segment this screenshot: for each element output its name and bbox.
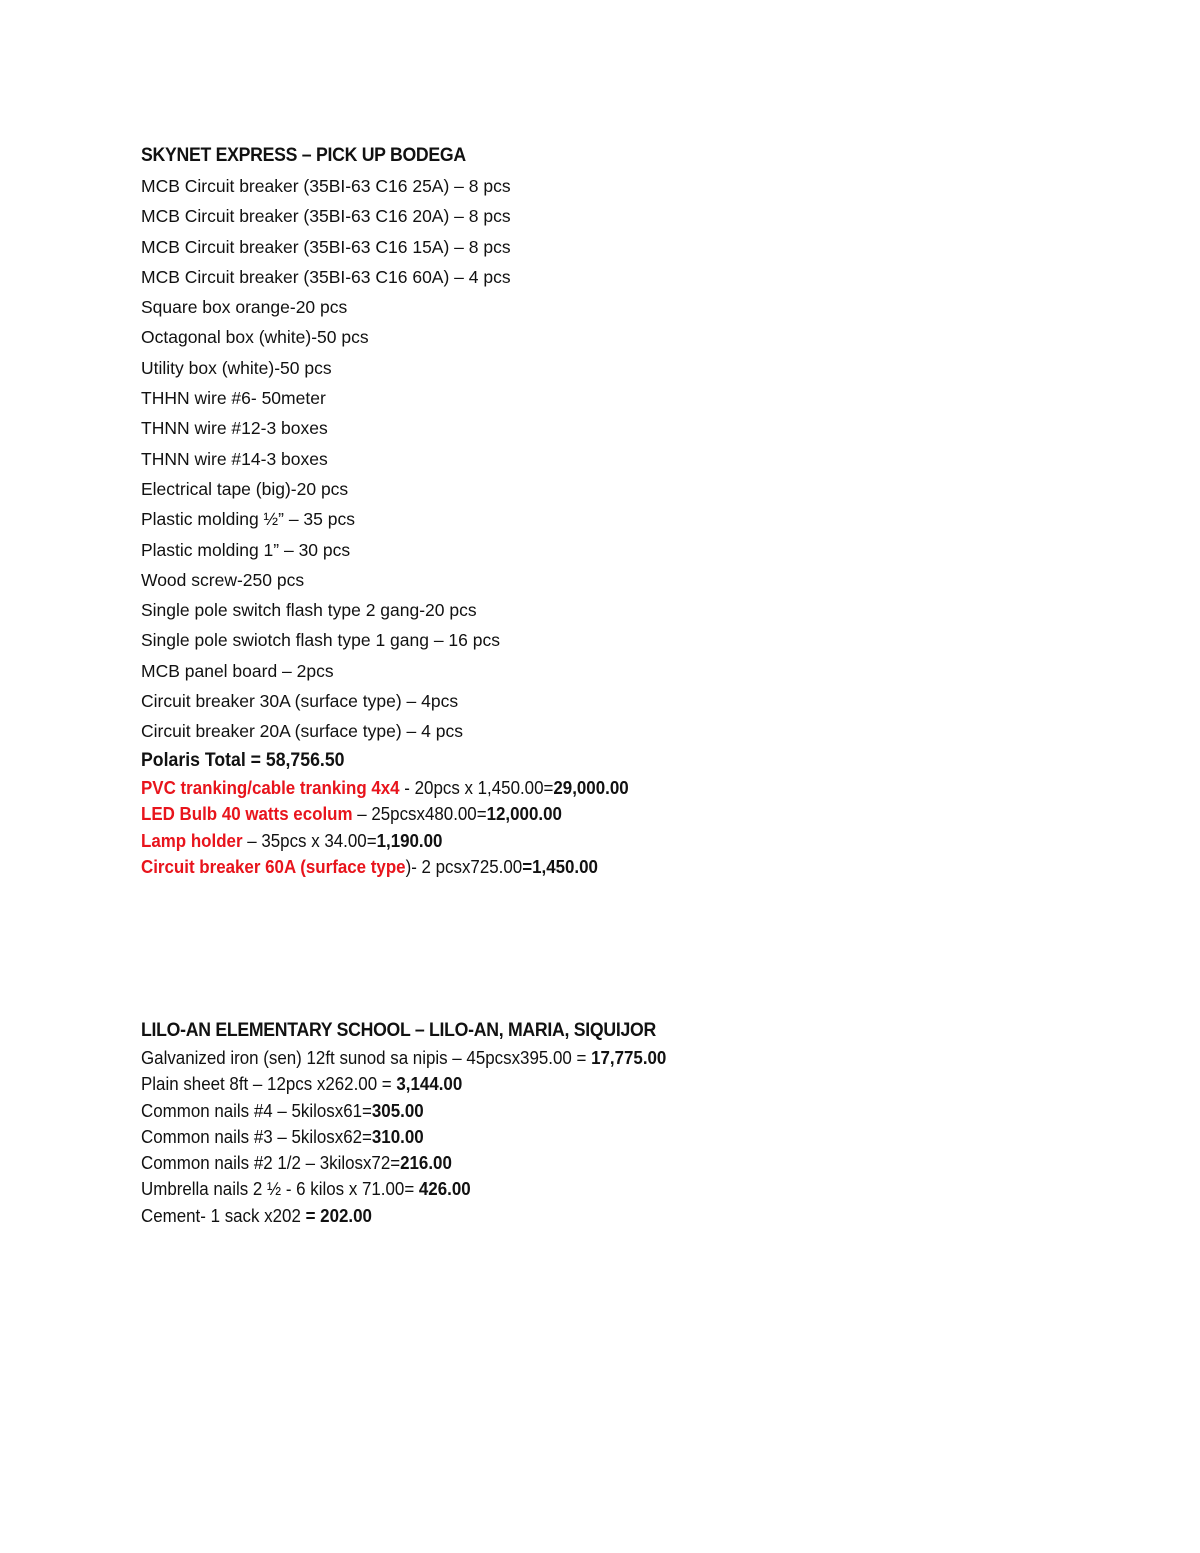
priced-item-amount: 305.00 — [371, 1100, 424, 1121]
list-item: THNN wire #12-3 boxes — [141, 418, 328, 439]
priced-item-amount: =1,450.00 — [522, 857, 598, 878]
priced-item-name: LED Bulb 40 watts ecolum — [141, 804, 353, 825]
priced-item-name: PVC tranking/cable tranking 4x4 — [141, 777, 400, 798]
list-item: Single pole swiotch flash type 1 gang – 16 pcs — [141, 630, 500, 651]
priced-item — [141, 1045, 666, 1071]
priced-item-list — [141, 775, 660, 881]
priced-item — [141, 1150, 666, 1176]
priced-item-amount: 29,000.00 — [553, 777, 629, 798]
priced-item-amount: 3,144.00 — [396, 1074, 463, 1095]
section-skynet-express — [141, 141, 660, 881]
polaris-total: Polaris Total = 58,756.50 — [141, 749, 345, 771]
priced-item — [141, 854, 629, 881]
priced-item — [141, 775, 629, 802]
priced-item-amount: 310.00 — [371, 1126, 424, 1147]
priced-item — [141, 1071, 666, 1097]
list-item: Circuit breaker 30A (surface type) – 4pcs — [141, 691, 459, 712]
priced-item — [141, 1098, 666, 1124]
list-item: MCB Circuit breaker (35BI-63 C16 20A) – 8 pcs — [141, 206, 511, 227]
item-list — [141, 171, 660, 747]
list-item: THHN wire #6- 50meter — [141, 388, 326, 409]
priced-item-qty: Common nails #2 1/2 – 3kilosx72= — [141, 1153, 401, 1174]
priced-item-qty: – 25pcsx480.00= — [352, 804, 487, 825]
priced-item-qty: – 35pcs x 34.00= — [242, 830, 377, 851]
priced-item — [141, 1176, 666, 1202]
priced-item-qty: )- 2 pcsx725.00 — [405, 857, 523, 878]
priced-item-qty: Galvanized iron (sen) 12ft sunod sa nipis – 45pcsx395.00 = — [141, 1048, 592, 1068]
list-item: Utility box (white)-50 pcs — [141, 357, 332, 378]
priced-item — [141, 828, 629, 855]
priced-item — [141, 1203, 666, 1229]
list-item: MCB Circuit breaker (35BI-63 C16 60A) – 4 pcs — [141, 266, 511, 287]
list-item: Plastic molding 1” – 30 pcs — [141, 539, 351, 560]
priced-item-qty: Cement- 1 sack x202 — [141, 1205, 306, 1226]
priced-item — [141, 801, 629, 828]
priced-item-amount: 12,000.00 — [486, 804, 562, 825]
priced-item-qty: Plain sheet 8ft – 12pcs x262.00 = — [141, 1074, 397, 1095]
list-item: Electrical tape (big)-20 pcs — [141, 478, 349, 499]
priced-item-name: Circuit breaker 60A (surface type — [141, 857, 406, 878]
list-item: Single pole switch flash type 2 gang-20 pcs — [141, 600, 477, 621]
section-lilo-an-school — [141, 1017, 700, 1229]
priced-item-amount: 1,190.00 — [376, 830, 443, 851]
list-item: Octagonal box (white)-50 pcs — [141, 327, 369, 348]
section-heading: SKYNET EXPRESS – PICK UP BODEGA — [141, 145, 466, 166]
priced-item-amount: 17,775.00 — [591, 1048, 667, 1068]
priced-item-qty: - 20pcs x 1,450.00= — [399, 777, 554, 798]
priced-item-amount: 426.00 — [418, 1179, 471, 1200]
list-item: MCB panel board – 2pcs — [141, 660, 334, 681]
priced-item — [141, 1124, 666, 1150]
list-item: Wood screw-250 pcs — [141, 569, 305, 590]
priced-item-qty: Common nails #3 – 5kilosx62= — [141, 1126, 372, 1147]
list-item: MCB Circuit breaker (35BI-63 C16 15A) – 8 pcs — [141, 236, 511, 257]
list-item: Plastic molding ½” – 35 pcs — [141, 509, 355, 530]
list-item: Circuit breaker 20A (surface type) – 4 pcs — [141, 721, 463, 742]
priced-item-qty: Common nails #4 – 5kilosx61= — [141, 1100, 372, 1121]
section-heading: LILO-AN ELEMENTARY SCHOOL – LILO-AN, MARIA, SIQUIJOR — [141, 1020, 656, 1041]
list-item: Square box orange-20 pcs — [141, 297, 348, 318]
priced-item-qty: Umbrella nails 2 ½ - 6 kilos x 71.00= — [141, 1179, 419, 1200]
priced-item-list — [141, 1045, 700, 1229]
priced-item-amount: = 202.00 — [305, 1205, 372, 1226]
priced-item-amount: 216.00 — [400, 1153, 452, 1174]
priced-item-name: Lamp holder — [141, 830, 243, 851]
list-item: MCB Circuit breaker (35BI-63 C16 25A) – 8 pcs — [141, 176, 511, 196]
list-item: THNN wire #14-3 boxes — [141, 448, 328, 469]
